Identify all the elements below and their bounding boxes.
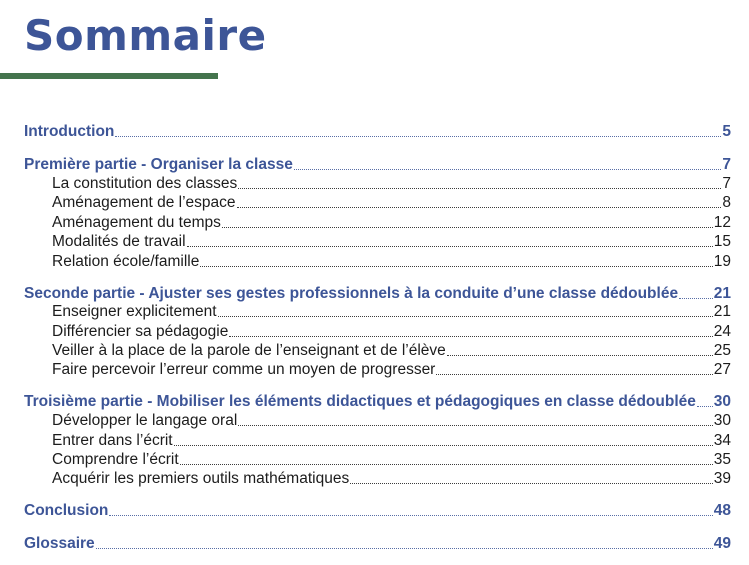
toc-entry-outils-mathematiques[interactable] xyxy=(52,469,731,488)
toc-entry-page: 19 xyxy=(713,253,731,270)
toc-entry-differencier-pedagogie[interactable] xyxy=(52,322,731,341)
dot-leader xyxy=(218,316,713,317)
toc-entry-label: Développer le langage oral xyxy=(52,412,238,429)
toc-entry-label: Enseigner explicitement xyxy=(52,303,217,320)
toc-entry-page: 27 xyxy=(713,361,731,378)
toc-entry-page: 8 xyxy=(722,194,731,211)
dot-leader xyxy=(447,355,713,356)
toc-entry-introduction[interactable] xyxy=(24,122,731,141)
dot-leader xyxy=(187,246,713,247)
dot-leader xyxy=(237,207,722,208)
toc-entry-relation-ecole-famille[interactable] xyxy=(52,252,731,271)
toc-entry-page: 30 xyxy=(713,412,731,429)
toc-entry-label: Veiller à la place de la parole de l’enseignant et de l’élève xyxy=(52,342,446,359)
toc-entry-enseigner-explicitement[interactable] xyxy=(52,302,731,321)
toc-entry-page: 5 xyxy=(722,123,731,140)
toc-entry-page: 12 xyxy=(713,214,731,231)
toc-entry-page: 7 xyxy=(722,156,731,173)
toc-entry-page: 39 xyxy=(713,470,731,487)
toc-entry-seconde-partie[interactable] xyxy=(24,284,731,303)
toc-entry-percevoir-erreur[interactable] xyxy=(52,360,731,379)
dot-leader xyxy=(436,374,712,375)
toc-entry-label: Aménagement de l’espace xyxy=(52,194,236,211)
dot-leader xyxy=(180,464,713,465)
toc-entry-page: 30 xyxy=(713,393,731,410)
toc-entry-langage-oral[interactable] xyxy=(52,411,731,430)
toc-entry-entrer-ecrit[interactable] xyxy=(52,431,731,450)
toc-entry-label: Entrer dans l’écrit xyxy=(52,432,173,449)
toc-entry-place-parole[interactable] xyxy=(52,341,731,360)
toc-entry-label: Différencier sa pédagogie xyxy=(52,323,229,340)
dot-leader xyxy=(109,515,712,516)
dot-leader xyxy=(238,425,712,426)
dot-leader xyxy=(200,266,712,267)
toc-entry-glossaire[interactable] xyxy=(24,534,731,553)
dot-leader xyxy=(174,445,713,446)
toc-entry-label: Conclusion xyxy=(24,502,109,519)
toc-entry-comprendre-ecrit[interactable] xyxy=(52,450,731,469)
toc-entry-label: Seconde partie - Ajuster ses gestes professionnels à la conduite d’une classe dédoublée xyxy=(24,285,679,302)
toc-entry-label: Introduction xyxy=(24,123,115,140)
page-title: Sommaire xyxy=(24,11,267,60)
toc-entry-conclusion[interactable] xyxy=(24,501,731,520)
dot-leader xyxy=(238,188,721,189)
dot-leader xyxy=(229,336,712,337)
dot-leader xyxy=(115,136,721,137)
toc-entry-label: Modalités de travail xyxy=(52,233,186,250)
toc-entry-page: 49 xyxy=(713,535,731,552)
toc-entry-page: 35 xyxy=(713,451,731,468)
toc-entry-label: Glossaire xyxy=(24,535,95,552)
toc-entry-troisieme-partie[interactable] xyxy=(24,392,731,411)
toc-entry-label: La constitution des classes xyxy=(52,175,238,192)
toc-entry-amenagement-temps[interactable] xyxy=(52,213,731,232)
toc-entry-page: 21 xyxy=(713,303,731,320)
dot-leader xyxy=(96,548,713,549)
toc-entry-label: Comprendre l’écrit xyxy=(52,451,179,468)
toc-entry-page: 7 xyxy=(722,175,731,192)
toc-entry-page: 15 xyxy=(713,233,731,250)
dot-leader xyxy=(350,483,713,484)
toc-entry-label: Troisième partie - Mobiliser les éléments didactiques et pédagogiques en classe dédoublée xyxy=(24,393,696,410)
toc-entry-page: 25 xyxy=(713,342,731,359)
toc-entry-page: 24 xyxy=(713,323,731,340)
toc-entry-constitution-des-classes[interactable] xyxy=(52,174,731,193)
toc-entry-label: Faire percevoir l’erreur comme un moyen de progresser xyxy=(52,361,436,378)
dot-leader xyxy=(294,169,722,170)
dot-leader xyxy=(222,227,713,228)
toc-entry-label: Acquérir les premiers outils mathématiques xyxy=(52,470,350,487)
toc-entry-page: 48 xyxy=(713,502,731,519)
toc-entry-premiere-partie[interactable] xyxy=(24,155,731,174)
dot-leader xyxy=(697,406,713,407)
toc-entry-page: 34 xyxy=(713,432,731,449)
toc-entry-modalites-de-travail[interactable] xyxy=(52,232,731,251)
toc-entry-label: Aménagement du temps xyxy=(52,214,221,231)
toc-entry-amenagement-espace[interactable] xyxy=(52,193,731,212)
toc-entry-label: Première partie - Organiser la classe xyxy=(24,156,293,173)
toc-entry-page: 21 xyxy=(713,285,731,302)
dot-leader xyxy=(679,298,713,299)
toc-entry-label: Relation école/famille xyxy=(52,253,200,270)
